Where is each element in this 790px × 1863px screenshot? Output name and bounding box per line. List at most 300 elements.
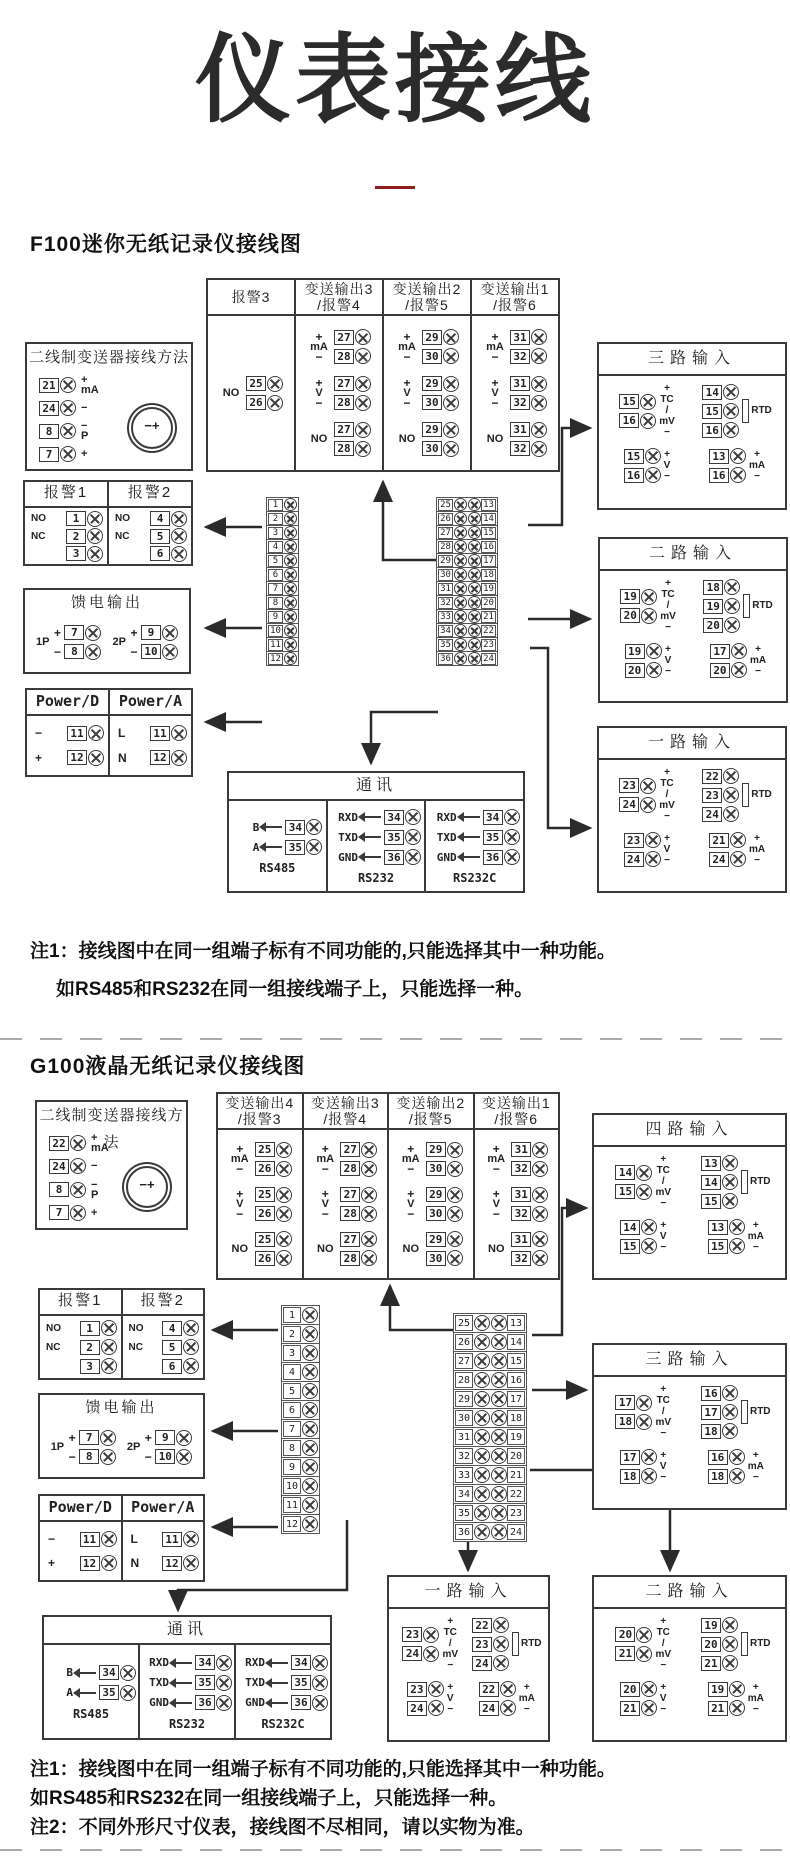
terminal-number: 35 <box>384 830 404 845</box>
terminal <box>620 608 657 624</box>
f100-input3-box <box>597 342 787 510</box>
terminal-number: 36 <box>195 1695 215 1710</box>
terminal-row <box>436 623 498 638</box>
terminal-number: 20 <box>710 663 730 678</box>
terminal-number: 18 <box>703 580 723 595</box>
terminal <box>67 750 104 766</box>
terminal-number: 19 <box>708 1682 728 1697</box>
screw-icon <box>361 1250 377 1266</box>
terminal-number: 24 <box>619 797 639 812</box>
group-label <box>307 329 331 364</box>
terminal-group <box>228 1142 292 1177</box>
terminal-number: 17 <box>615 1395 635 1410</box>
terminal <box>141 644 178 660</box>
terminal-number: 23 <box>472 1637 492 1652</box>
tcmv-label: + TC / mV − <box>659 383 675 438</box>
resistor-symbol <box>741 1632 748 1656</box>
terminal <box>709 467 746 483</box>
signal-name: A <box>252 840 260 854</box>
terminal <box>334 422 371 438</box>
plus-mark: + <box>403 376 411 390</box>
screw-icon <box>468 540 481 553</box>
terminal <box>340 1250 377 1266</box>
screw-icon <box>636 1627 652 1643</box>
terminal-number: 21 <box>620 1701 640 1716</box>
tcmv-label: + TC / mV − <box>660 578 676 633</box>
terminal-number: 36 <box>384 850 404 865</box>
group-label <box>307 434 331 444</box>
terminal-number: 20 <box>625 663 645 678</box>
terminal-number: 34 <box>384 810 404 825</box>
current-group <box>693 832 781 867</box>
terminal <box>426 1206 463 1222</box>
screw-icon <box>729 1700 745 1716</box>
screw-icon <box>405 829 421 845</box>
terminal <box>620 1449 657 1465</box>
terminal-number: 7 <box>49 1205 69 1220</box>
screw-icon <box>474 1467 490 1483</box>
screw-icon <box>443 441 459 457</box>
terminal-number: 25 <box>438 499 453 511</box>
screw-icon <box>729 1219 745 1235</box>
terminal-number: 16 <box>709 468 729 483</box>
terminal-number: 21 <box>507 1467 525 1483</box>
section-divider <box>0 1038 790 1040</box>
screw-icon <box>70 1158 86 1174</box>
terminal-row <box>266 595 299 610</box>
output-column-header <box>472 280 558 314</box>
comm-row <box>46 1665 136 1681</box>
group-label <box>484 1244 508 1254</box>
terminal <box>701 1193 738 1209</box>
terminal-row <box>281 1419 320 1439</box>
arrow-left-icon <box>262 846 282 848</box>
terminal-number: 19 <box>507 1429 525 1445</box>
terminal-number: 16 <box>619 413 639 428</box>
voltage-label: + V − <box>663 448 671 482</box>
terminal-number: 31 <box>510 376 530 391</box>
terminal <box>472 1617 509 1633</box>
terminal-number: 20 <box>620 1682 640 1697</box>
terminal-number: 17 <box>710 644 730 659</box>
terminal-number: 18 <box>701 1424 721 1439</box>
terminal-number: 35 <box>455 1505 473 1521</box>
terminal <box>340 1231 377 1247</box>
output-column <box>304 1130 390 1278</box>
screw-icon <box>302 1345 318 1361</box>
terminal-row <box>266 553 299 568</box>
terminal-number: 1 <box>283 1307 301 1323</box>
screw-icon <box>468 568 481 581</box>
terminal-number: 16 <box>702 423 722 438</box>
terminal-number: 18 <box>708 1469 728 1484</box>
screw-icon <box>468 610 481 623</box>
terminal <box>195 1695 232 1711</box>
screw-icon <box>267 395 283 411</box>
screw-icon <box>443 329 459 345</box>
terminal <box>701 1385 738 1401</box>
screw-icon <box>101 1339 117 1355</box>
column-title: 变送输出2 <box>392 281 462 297</box>
f100-alarm-box <box>23 480 193 566</box>
screw-icon <box>468 624 481 637</box>
screw-icon <box>491 1524 507 1540</box>
screw-icon <box>645 448 661 464</box>
terminal <box>162 1531 199 1547</box>
screw-icon <box>355 395 371 411</box>
screw-icon <box>183 1339 199 1355</box>
screw-icon <box>428 1681 444 1697</box>
rtd-label: RTD <box>742 783 772 807</box>
g100-power-box <box>38 1494 205 1582</box>
terminal-number: 26 <box>438 513 453 525</box>
terminal-number: 28 <box>340 1206 360 1221</box>
terminal <box>710 643 747 659</box>
terminal-row <box>281 1305 320 1325</box>
terminal-number: 23 <box>507 1505 525 1521</box>
terminal <box>334 376 371 392</box>
alarm-title: 报警2 <box>127 484 173 501</box>
arrow-left-icon <box>460 836 480 838</box>
screw-icon <box>355 376 371 392</box>
terminal <box>422 441 459 457</box>
polarity-mark: L <box>130 1532 138 1546</box>
terminal-number: 25 <box>246 376 266 391</box>
screw-icon <box>640 394 656 410</box>
screw-icon <box>88 725 104 741</box>
terminal <box>619 394 656 410</box>
screw-icon <box>729 1238 745 1254</box>
terminal-number: 32 <box>511 1161 531 1176</box>
power-column <box>40 1522 123 1580</box>
screw-icon <box>302 1516 318 1532</box>
terminal-group <box>484 1187 548 1222</box>
terminal <box>510 395 547 411</box>
terminal-number: 4 <box>162 1321 182 1336</box>
terminal-number: 8 <box>268 597 283 609</box>
f100-terminal-strip-right <box>436 497 498 665</box>
input-box-title: 四路输入 <box>594 1115 785 1147</box>
terminal <box>384 809 421 825</box>
rtd-label: RTD <box>743 594 773 618</box>
tcmv-group <box>598 1385 689 1439</box>
tcmv-label: + TC / mV − <box>655 1154 672 1209</box>
group-label <box>484 1142 508 1177</box>
screw-icon <box>276 1206 292 1222</box>
terminal-number: 6 <box>150 546 170 561</box>
terminal <box>703 579 740 595</box>
screw-icon <box>504 849 520 865</box>
screw-icon <box>162 644 178 660</box>
g100-input3-box <box>592 1343 787 1510</box>
screw-icon <box>646 643 662 659</box>
terminal-row <box>281 1381 320 1401</box>
terminal-row <box>453 1332 527 1352</box>
voltage-label: + V − <box>659 1449 667 1483</box>
terminal <box>510 329 547 345</box>
screw-icon <box>284 582 297 595</box>
input-box-title: 一路输入 <box>599 728 785 760</box>
screw-icon <box>183 1320 199 1336</box>
terminal-number: 29 <box>426 1187 446 1202</box>
voltage-group <box>598 1219 689 1254</box>
terminal-row <box>281 1343 320 1363</box>
terminal-number: 17 <box>620 1450 640 1465</box>
screw-icon <box>500 1700 516 1716</box>
terminal-number: 3 <box>283 1345 301 1361</box>
terminal-number: 4 <box>268 541 283 553</box>
terminal-number: 16 <box>624 468 644 483</box>
terminal-number: 34 <box>291 1655 311 1670</box>
terminal <box>624 448 661 464</box>
terminal-number: 15 <box>708 1239 728 1254</box>
screw-icon <box>468 596 481 609</box>
terminal-number: 22 <box>702 769 722 784</box>
terminal <box>255 1250 292 1266</box>
terminal-number: 23 <box>619 778 639 793</box>
terminal <box>625 643 662 659</box>
terminal-number: 26 <box>255 1161 275 1176</box>
group-label <box>219 388 243 398</box>
terminal <box>708 1219 745 1235</box>
polarity-mark: N <box>130 1556 140 1570</box>
screw-icon <box>532 1187 548 1203</box>
arrow-left-icon <box>268 1702 288 1704</box>
terminal <box>155 1449 192 1465</box>
terminal-number: 9 <box>141 625 161 640</box>
terminal-number: 15 <box>620 1239 640 1254</box>
screw-icon <box>491 1353 507 1369</box>
screw-icon <box>87 511 103 527</box>
input-box-title: 二路输入 <box>594 1577 785 1609</box>
screw-icon <box>447 1187 463 1203</box>
nc-contact-label: NC <box>46 1341 61 1353</box>
terminal-number: 5 <box>268 555 283 567</box>
terminal-number: 12 <box>283 1516 301 1532</box>
screw-icon <box>171 528 187 544</box>
terminal <box>624 851 661 867</box>
terminal-number: 28 <box>340 1251 360 1266</box>
screw-icon <box>722 1404 738 1420</box>
screw-icon <box>100 1449 116 1465</box>
terminal-number: 27 <box>334 376 354 391</box>
terminal <box>708 1700 745 1716</box>
minus-mark: − <box>492 1207 500 1221</box>
current-group <box>691 1219 782 1254</box>
screw-icon <box>491 1391 507 1407</box>
feed-group: 1P + 7 − 8 <box>36 625 101 660</box>
terminal-number: 24 <box>479 1701 499 1716</box>
terminal-row <box>453 1408 527 1428</box>
terminal-number: 24 <box>507 1524 525 1540</box>
column-title: 变送输出2 <box>396 1095 466 1111</box>
group-label <box>399 1189 423 1219</box>
terminal-number: 22 <box>479 1682 499 1697</box>
comm-row <box>232 819 322 835</box>
polarity-mark: + <box>35 750 43 765</box>
screw-icon <box>88 750 104 766</box>
transmitter-title: 二线制变送器接线方法 <box>28 349 189 366</box>
polarity-mark: N <box>118 750 127 765</box>
terminal-number: 8 <box>64 644 84 659</box>
terminal-group <box>395 329 459 364</box>
terminal <box>384 849 421 865</box>
terminal-number: 19 <box>620 589 640 604</box>
terminal-group <box>307 329 371 364</box>
terminal <box>426 1187 463 1203</box>
terminal <box>255 1187 292 1203</box>
terminal <box>511 1231 548 1247</box>
screw-icon <box>723 403 739 419</box>
terminal <box>422 422 459 438</box>
terminal-number: 21 <box>615 1646 635 1661</box>
terminal <box>620 1468 657 1484</box>
terminal-number: 29 <box>422 422 442 437</box>
screw-icon <box>722 1636 738 1652</box>
terminal-row <box>453 1522 527 1542</box>
terminal-number: 23 <box>481 639 496 651</box>
comm-row <box>142 1695 232 1711</box>
resistor-symbol <box>742 783 749 807</box>
terminal <box>150 511 187 527</box>
signal-label: V <box>491 387 499 399</box>
group-label <box>228 1142 252 1177</box>
signal-label: V <box>236 1198 244 1210</box>
arrow-left-icon <box>76 1692 96 1694</box>
output-column <box>208 316 296 470</box>
screw-icon <box>468 512 481 525</box>
screw-icon <box>447 1161 463 1177</box>
terminal-number: 32 <box>511 1206 531 1221</box>
relay-contact-label: NO <box>222 387 240 399</box>
current-label: + mA − <box>748 448 766 482</box>
screw-icon <box>641 589 657 605</box>
screw-icon <box>474 1334 490 1350</box>
terminal <box>702 768 739 784</box>
screw-icon <box>636 1646 652 1662</box>
comm-row <box>238 1655 328 1671</box>
current-group <box>693 448 781 483</box>
terminal-number: 34 <box>195 1655 215 1670</box>
screw-icon <box>491 1486 507 1502</box>
terminal-number: 33 <box>438 611 453 623</box>
screw-icon <box>504 809 520 825</box>
terminal-number: 32 <box>511 1251 531 1266</box>
screw-icon <box>724 598 740 614</box>
terminal <box>709 832 746 848</box>
terminal-number: 18 <box>615 1414 635 1429</box>
power-column <box>110 716 191 775</box>
rtd-label: RTD <box>741 1400 771 1424</box>
terminal-number: 15 <box>615 1184 635 1199</box>
screw-icon <box>276 1142 292 1158</box>
transmitter-symbol: −+ <box>126 1166 168 1208</box>
screw-icon <box>645 832 661 848</box>
terminal-row <box>453 1446 527 1466</box>
screw-icon <box>504 829 520 845</box>
g100-input2-box <box>592 1575 787 1742</box>
current-group <box>470 1681 545 1716</box>
screw-icon <box>474 1353 490 1369</box>
terminal <box>340 1206 377 1222</box>
screw-icon <box>454 568 467 581</box>
screw-icon <box>474 1410 490 1426</box>
terminal <box>407 1681 444 1697</box>
screw-icon <box>284 624 297 637</box>
comm-section <box>229 801 328 891</box>
terminal-number: 11 <box>268 639 283 651</box>
group-label <box>484 1189 508 1219</box>
output-column <box>472 316 558 470</box>
g100-heading: G100液晶无纸记录仪接线图 <box>30 1055 306 1078</box>
input-box-title: 二路输入 <box>600 539 786 571</box>
terminal <box>624 832 661 848</box>
terminal <box>402 1627 439 1643</box>
terminal-number: 33 <box>455 1467 473 1483</box>
screw-icon <box>60 423 76 439</box>
terminal <box>49 1135 86 1151</box>
screw-icon <box>531 441 547 457</box>
terminal <box>701 1174 738 1190</box>
output-column-header <box>296 280 384 314</box>
screw-icon <box>491 1315 507 1331</box>
terminal-number: 22 <box>49 1136 69 1151</box>
minus-mark: − <box>491 396 499 410</box>
terminal-number: 3 <box>66 546 86 561</box>
terminal-row <box>281 1476 320 1496</box>
plus-mark: + <box>236 1142 244 1157</box>
terminal-number: 34 <box>438 625 453 637</box>
screw-icon <box>474 1429 490 1445</box>
terminal <box>511 1206 548 1222</box>
terminal <box>701 1617 738 1633</box>
resistor-symbol <box>743 594 750 618</box>
terminal-number: 21 <box>708 1701 728 1716</box>
comm-section <box>44 1645 140 1738</box>
arrow-left-icon <box>460 816 480 818</box>
terminal-number: 22 <box>507 1486 525 1502</box>
f100-comm-box <box>227 771 525 893</box>
screw-icon <box>120 1665 136 1681</box>
signal-name: B <box>252 820 260 834</box>
terminal-group <box>395 376 459 411</box>
g100-terminal-strip-right <box>453 1313 527 1541</box>
screw-icon <box>730 832 746 848</box>
terminal-number: 9 <box>268 611 283 623</box>
terminal-number: 24 <box>472 1656 492 1671</box>
voltage-label: + V − <box>446 1681 454 1715</box>
voltage-group <box>604 643 692 678</box>
screw-icon <box>531 422 547 438</box>
terminal <box>195 1655 232 1671</box>
g100-feed-output-box <box>38 1393 205 1479</box>
resistor-symbol <box>742 399 749 423</box>
terminal-number: 20 <box>507 1448 525 1464</box>
terminal <box>64 644 101 660</box>
screw-icon <box>645 467 661 483</box>
terminal-number: 30 <box>426 1161 446 1176</box>
terminal-number: 6 <box>268 569 283 581</box>
screw-icon <box>428 1700 444 1716</box>
minus-mark: − <box>321 1162 329 1177</box>
terminal-number: 35 <box>483 830 503 845</box>
terminal <box>511 1187 548 1203</box>
g100-input1-box <box>387 1575 550 1742</box>
column-title: 变送输出3 <box>304 281 374 297</box>
plus-mark: + <box>491 329 499 344</box>
group-label <box>483 434 507 444</box>
terminal <box>80 1555 117 1571</box>
